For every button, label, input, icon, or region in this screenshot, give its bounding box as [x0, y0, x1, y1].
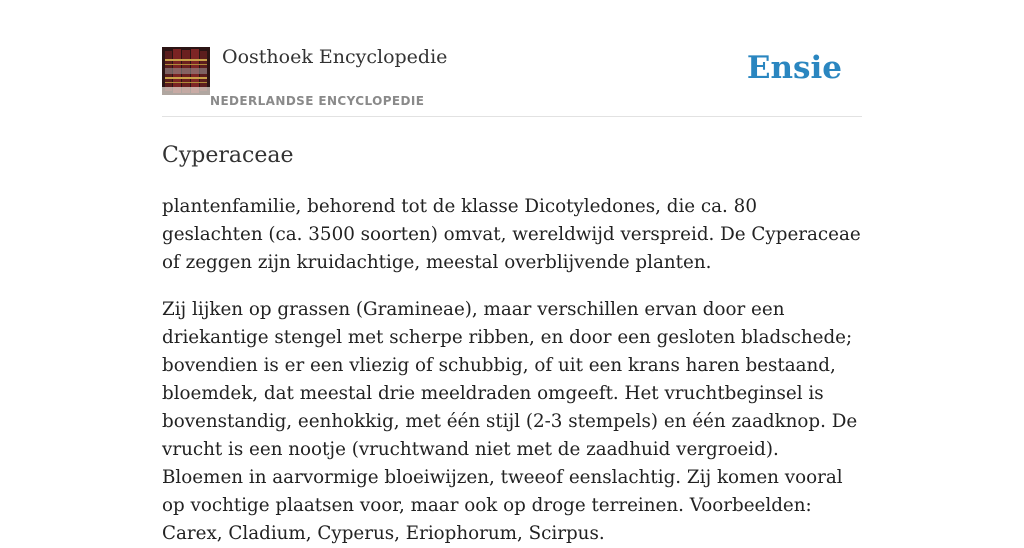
- article-paragraph-2: Zij lijken op grassen (Gramineae), maar verschillen ervan door een driekantige stengel met scherpe ribben, en door een gesloten bladschede; bovendien is er een vliezig of schubbig, of uit een krans haren bestaand, bloemdek, dat meestal drie meeldraden omgeeft. Het vruchtbeginsel is bovenstandig, eenhokkig, met één stijl (2-3 stempels) en één zaadknop. De vrucht is een nootje (vruchtwand niet met de zaadhuid vergroeid). Bloemen in aarvormige bloeiwijzen, tweeof eenslachtig. Zij komen vooral op vochtige plaatsen voor, maar ook op droge terreinen. Voorbeelden: Carex, Cladium, Cyperus, Eriophorum, Scirpus.: [162, 299, 858, 544]
- ensie-brand-logo[interactable]: Ensie: [746, 50, 842, 86]
- books-image: [162, 47, 210, 95]
- page-container: [162, 0, 862, 548]
- article-paragraph-1: plantenfamilie, behorend tot de klasse Dicotyledones, die ca. 80 geslachten (ca. 3500 soorten) omvat, wereldwijd verspreid. De Cyperaceae of zeggen zijn kruidachtige, meestal overblijvende planten.: [162, 196, 861, 273]
- encyclopedia-books-logo-icon[interactable]: [162, 47, 210, 95]
- site-subtitle: NEDERLANDSE ENCYCLOPEDIE: [210, 94, 425, 108]
- site-title[interactable]: Oosthoek Encyclopedie: [222, 46, 448, 68]
- site-header: [162, 0, 862, 117]
- article-term-title: Cyperaceae: [162, 143, 294, 168]
